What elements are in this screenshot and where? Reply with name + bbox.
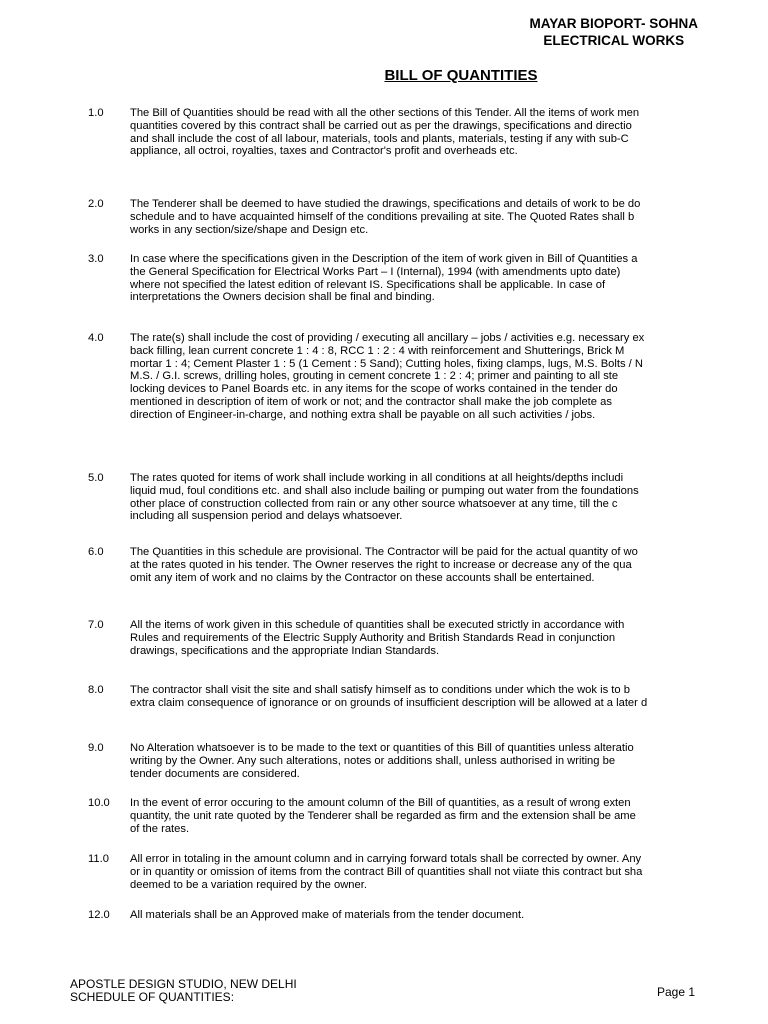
clause-text [130,332,728,422]
clause-line: M.S. / G.I. screws, drilling holes, grouting in cement concrete 1 : 2 : 4; primer and painting to all ste [130,370,619,383]
clause-line: where not specified the latest edition of relevant IS. Specifications shall be applicable. In case of [130,278,606,291]
clause-line: schedule and to have acquainted himself of the conditions prevailing at site. The Quoted Rates shall b [130,210,635,223]
work-type: ELECTRICAL WORKS [543,33,685,48]
clause-line: appliance, all octroi, royalties, taxes and Contractor's profit and overheads etc. [130,145,518,158]
clause-line: The rates quoted for items of work shall include working in all conditions at all heights/depths includi [130,472,624,484]
clause-line: The Quantities in this schedule are provisional. The Contractor will be paid for the actual quantity of wo [130,546,638,558]
page-number: Page 1 [657,985,696,999]
clause-line: quantity, the unit rate quoted by the Tenderer shall be regarded as firm and the extension shall be ame [130,809,636,822]
clause-line: interpretations the Owners decision shall be final and binding. [130,291,435,304]
clause-line: at the rates quoted in his tender. The Owner reserves the right to increase or decrease any of the qua [130,558,632,571]
clause-line: tender documents are considered. [130,767,300,780]
clause-line: of the rates. [130,822,190,835]
page-title: BILL OF QUANTITIES [384,67,538,84]
clause-number: 8.0 [88,684,104,696]
clause-line: direction of Engineer-in-charge, and nothing extra shall be payable on all such activities / jobs. [130,408,596,421]
clause-line: In case where the specifications given in the Description of the item of work given in Bill of Quantities a [130,253,638,265]
clause-text [130,546,728,584]
clause-line: quantities covered by this contract shall be carried out as per the drawings, specifications and directio [130,119,632,132]
clause-number: 4.0 [88,332,104,344]
clause-text [130,619,728,657]
footer-company: APOSTLE DESIGN STUDIO, NEW DELHI [70,977,297,991]
clause-line: locking devices to Panel Boards etc. in any items for the scope of works contained in the tender do [130,383,618,396]
clause-line: All the items of work given in this schedule of quantities shall be executed strictly in accordance with [130,619,625,631]
clause-line: Rules and requirements of the Electric Supply Authority and British Standards Read in conjunction [130,631,616,644]
clause-text [130,107,728,158]
clause-line: deemed to be a variation required by the owner. [130,878,367,891]
clause-line: The Tenderer shall be deemed to have studied the drawings, specifications and details of work to be do [130,198,641,210]
clause-number: 1.0 [88,107,104,119]
clause-line: The rate(s) shall include the cost of providing / executing all ancillary – jobs / activities e.g. necessary ex [130,332,645,344]
clause-line: All error in totaling in the amount column and in carrying forward totals shall be corrected by owner. Any [130,853,642,865]
clause-number: 2.0 [88,198,104,210]
clause-line: All materials shall be an Approved make of materials from the tender document. [130,909,525,921]
footer-info [70,978,297,1004]
clause-number: 3.0 [88,253,104,265]
clause-text [130,853,728,891]
clause-line: mentioned in description of item of work or not; and the contractor shall make the job complete as [130,395,612,408]
clause-line: the General Specification for Electrical Works Part – I (Internal), 1994 (with amendments upto date) [130,265,621,278]
clause-text [130,742,728,780]
clause-number: 12.0 [88,909,110,921]
clause-number: 9.0 [88,742,104,754]
clause-text [130,909,728,922]
clause-line: other place of construction collected from rain or any other source whatsoever at any time, till the c [130,497,618,510]
clause-text [130,472,728,523]
clause-line: mortar 1 : 4; Cement Plaster 1 : 5 (1 Cement : 5 Sand); Cutting holes, fixing clamps, lugs, M.S. Bolts / N [130,357,643,370]
clause-line: The contractor shall visit the site and shall satisfy himself as to conditions under which the wok is to b [130,684,630,696]
clause-line: liquid mud, foul conditions etc. and shall also include bailing or pumping out water from the foundations [130,484,639,497]
footer-section: SCHEDULE OF QUANTITIES: [70,990,235,1004]
clause-number: 6.0 [88,546,104,558]
clause-text [130,684,728,710]
clause-line: back filling, lean current concrete 1 : 4 : 8, RCC 1 : 2 : 4 with reinforcement and Shutterings, Brick M [130,344,625,357]
clause-line: The Bill of Quantities should be read with all the other sections of this Tender. All the items of work men [130,107,640,119]
clause-line: drawings, specifications and the appropriate Indian Standards. [130,644,440,657]
clause-line: works in any section/size/shape and Design etc. [130,223,369,236]
clause-line: or in quantity or omission of items from the contract Bill of quantities shall not viiate this contract but sha [130,865,643,878]
clause-number: 11.0 [88,853,109,865]
clause-text [130,253,728,304]
clause-line: writing by the Owner. Any such alterations, notes or additions shall, unless authorised in writing be [130,754,616,767]
clause-line: In the event of error occuring to the amount column of the Bill of quantities, as a result of wrong exten [130,797,631,809]
clause-line: including all suspension period and delays whatsoever. [130,510,403,523]
project-name: MAYAR BIOPORT- SOHNA [529,16,698,31]
clause-line: and shall include the cost of all labour, materials, tools and plants, materials, testing if any with sub-C [130,132,629,145]
clause-line: omit any item of work and no claims by the Contractor on these accounts shall be entertained. [130,571,595,584]
clause-text [130,797,728,835]
clause-text [130,198,728,236]
clause-number: 5.0 [88,472,104,484]
clause-number: 7.0 [88,619,104,631]
clause-number: 10.0 [88,797,110,809]
clause-line: extra claim consequence of ignorance or on grounds of insufficient description will be allowed at a later d [130,696,648,709]
clause-line: No Alteration whatsoever is to be made to the text or quantities of this Bill of quantities unless alteratio [130,742,634,754]
